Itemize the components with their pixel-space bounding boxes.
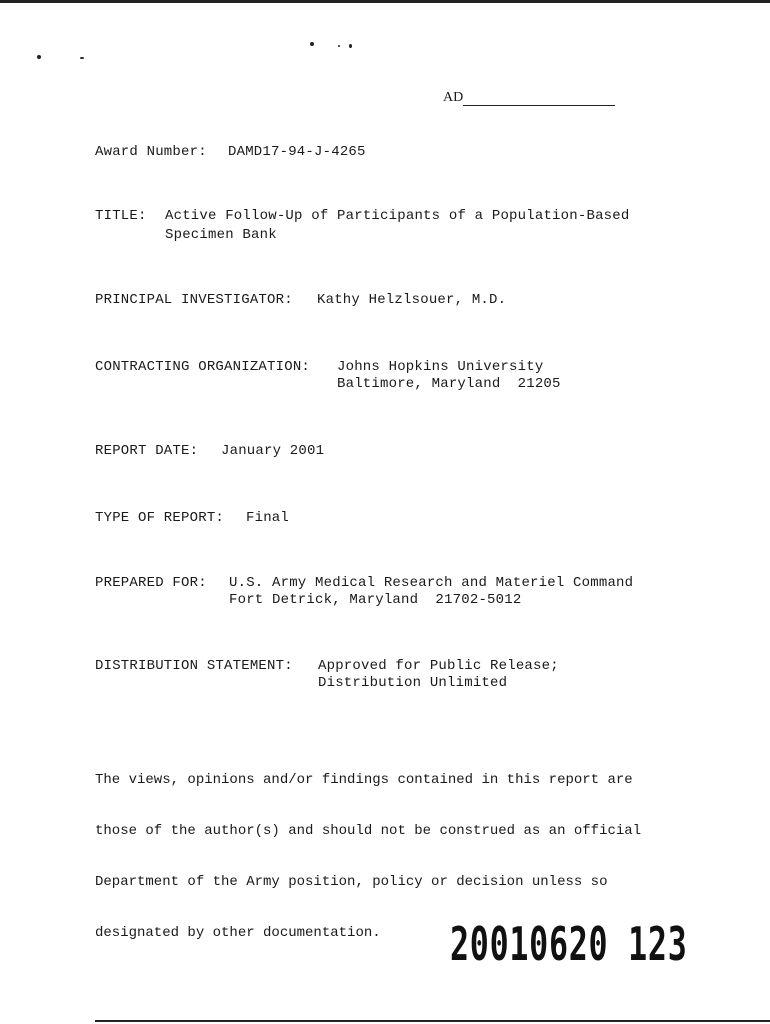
report-date-value: January 2001 bbox=[221, 443, 325, 459]
contracting-label: CONTRACTING ORGANIZATION: bbox=[95, 359, 311, 375]
prepared-for-line-2: Fort Detrick, Maryland 21702-5012 bbox=[229, 592, 522, 608]
prepared-for-line-1: U.S. Army Medical Research and Materiel Command bbox=[229, 575, 634, 591]
prepared-for-label: PREPARED FOR: bbox=[95, 575, 207, 591]
document-stamp-number: 20010620 123 bbox=[450, 918, 688, 972]
award-number-label: Award Number: bbox=[95, 144, 207, 160]
distribution-line-2: Distribution Unlimited bbox=[318, 675, 508, 691]
scan-speck bbox=[80, 57, 84, 59]
scan-speck bbox=[310, 42, 314, 46]
investigator-row bbox=[95, 291, 507, 363]
disclaimer-line-1: The views, opinions and/or findings contained in this report are bbox=[95, 772, 633, 788]
contracting-line-1: Johns Hopkins University bbox=[337, 359, 544, 375]
top-border-rule bbox=[0, 0, 770, 3]
distribution-label: DISTRIBUTION STATEMENT: bbox=[95, 658, 293, 674]
title-line-1: Active Follow-Up of Participants of a Population-Based bbox=[165, 208, 630, 224]
scan-speck bbox=[338, 45, 340, 47]
award-number-value: DAMD17-94-J-4265 bbox=[228, 144, 366, 160]
scan-speck bbox=[349, 44, 352, 48]
investigator-label: PRINCIPAL INVESTIGATOR: bbox=[95, 292, 293, 308]
title-label: TITLE: bbox=[95, 208, 147, 224]
contracting-line-2: Baltimore, Maryland 21205 bbox=[337, 376, 561, 392]
title-row bbox=[95, 207, 630, 297]
disclaimer-line-2: those of the author(s) and should not be construed as an official bbox=[95, 823, 642, 839]
ad-label: AD bbox=[443, 90, 464, 105]
report-type-row bbox=[95, 509, 290, 581]
award-number-row bbox=[95, 143, 366, 215]
disclaimer-line-3: Department of the Army position, policy or decision unless so bbox=[95, 874, 608, 890]
distribution-row bbox=[95, 657, 559, 747]
report-date-label: REPORT DATE: bbox=[95, 443, 199, 459]
report-type-label: TYPE OF REPORT: bbox=[95, 510, 225, 526]
prepared-for-row bbox=[95, 574, 634, 664]
ad-underline bbox=[463, 105, 615, 106]
distribution-line-1: Approved for Public Release; bbox=[318, 658, 559, 674]
report-type-value: Final bbox=[246, 510, 290, 526]
ad-field bbox=[443, 90, 463, 106]
report-date-row bbox=[95, 442, 325, 514]
bottom-border-rule bbox=[95, 1020, 770, 1022]
contracting-row bbox=[95, 358, 561, 448]
investigator-value: Kathy Helzlsouer, M.D. bbox=[317, 292, 507, 308]
title-line-2: Specimen Bank bbox=[165, 227, 277, 243]
scan-speck bbox=[37, 55, 41, 59]
disclaimer-line-4: designated by other documentation. bbox=[95, 925, 381, 941]
